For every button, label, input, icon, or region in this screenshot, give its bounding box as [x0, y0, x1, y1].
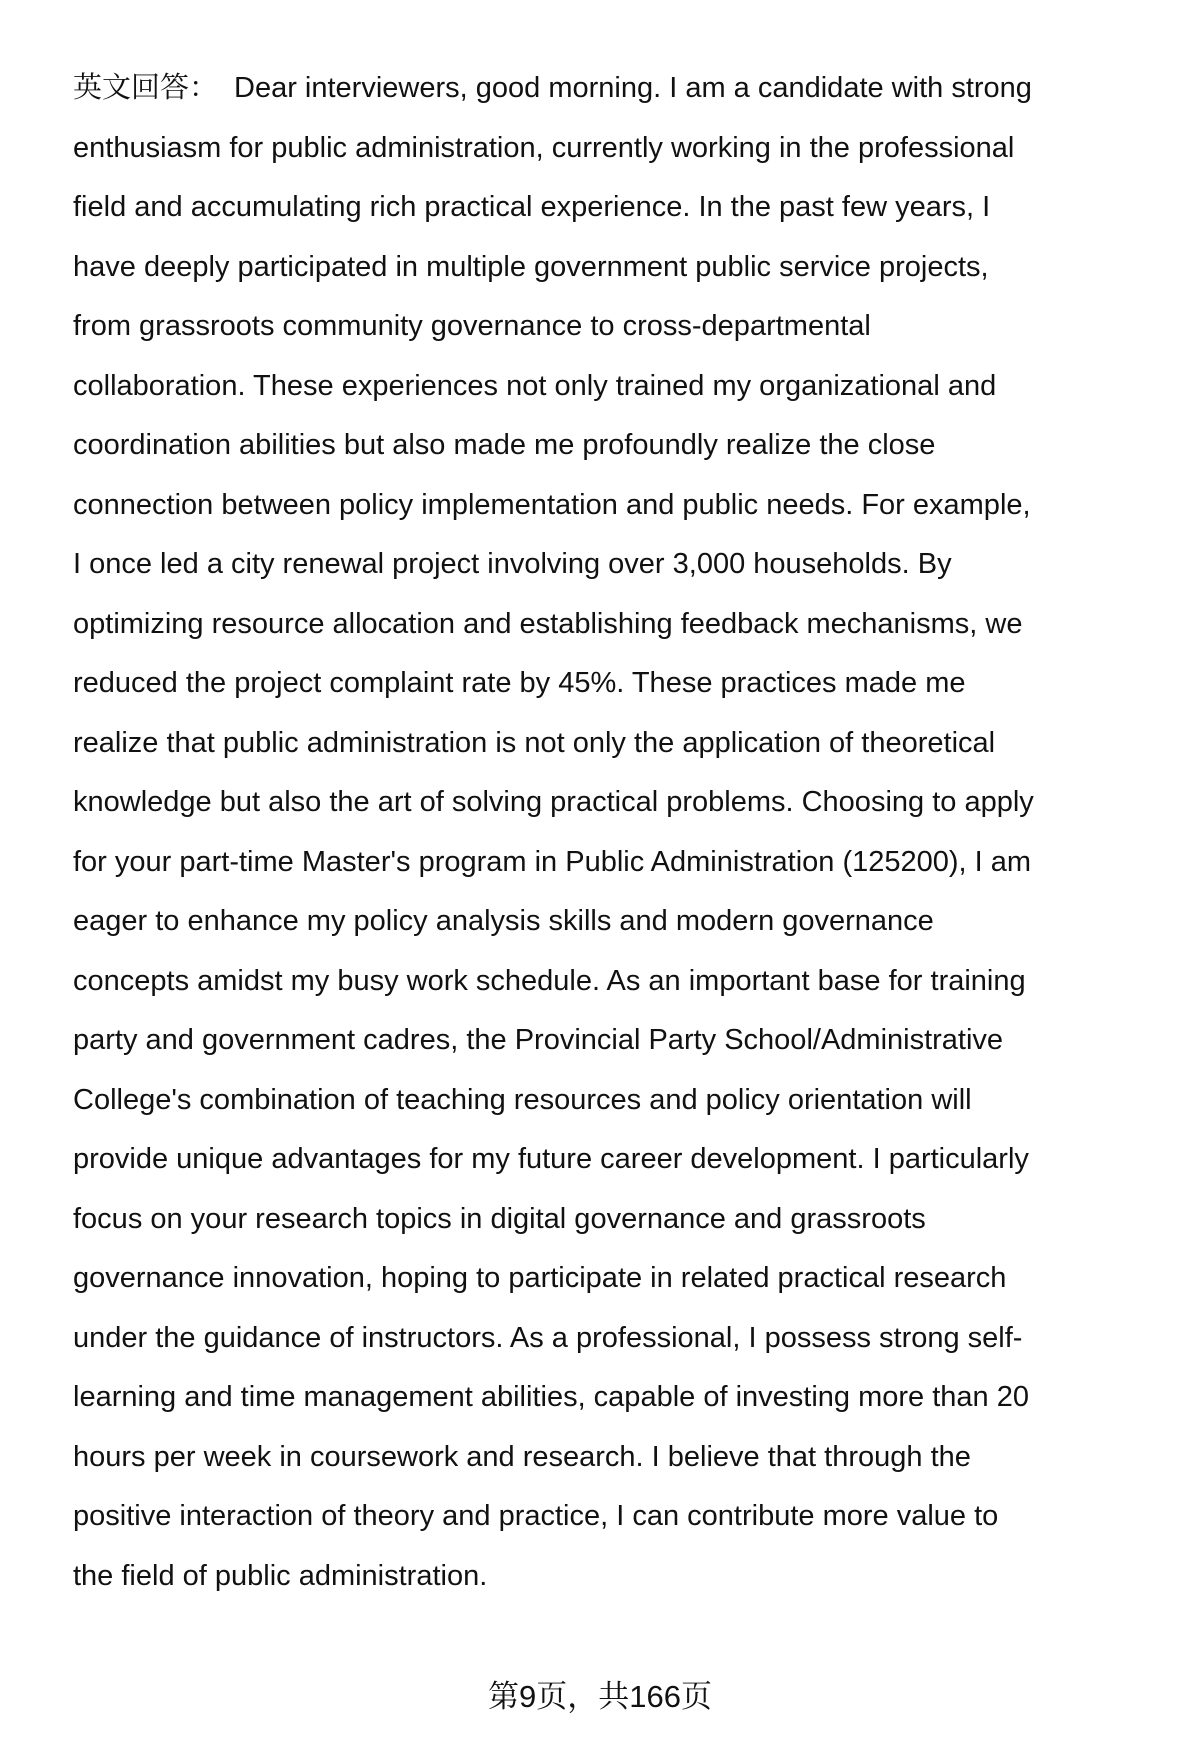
text-line: [73, 1368, 1183, 1428]
text-line: [73, 654, 1183, 714]
text-line: [73, 833, 1183, 893]
answer-label: 英文回答：: [73, 72, 219, 104]
line-text: have deeply participated in multiple government public service projects,: [73, 250, 989, 283]
text-line: [73, 1547, 1183, 1607]
line-text: party and government cadres, the Provincial Party School/Administrative: [73, 1024, 1004, 1056]
line-text: College's combination of teaching resources and policy orientation will: [73, 1083, 972, 1116]
line-text: the field of public administration.: [73, 1559, 488, 1592]
line-text: from grassroots community governance to cross-departmental: [73, 310, 871, 342]
line-text: for your part-time Master's program in Public Administration (125200), I am: [73, 845, 1032, 878]
text-line: [73, 238, 1183, 298]
text-line: [73, 1249, 1183, 1309]
line-text: optimizing resource allocation and establishing feedback mechanisms, we: [73, 607, 1023, 640]
line-text: concepts amidst my busy work schedule. As an important base for training: [73, 964, 1026, 997]
text-line: [73, 1309, 1183, 1369]
answer-body: [73, 59, 1183, 1606]
line-text: provide unique advantages for my future career development. I particularly: [73, 1143, 1029, 1175]
text-line: [73, 119, 1183, 179]
line-text: reduced the project complaint rate by 45%. These practices made me: [73, 667, 966, 699]
text-line: [73, 178, 1183, 238]
text-line: [73, 1071, 1183, 1131]
line-text: connection between policy implementation and public needs. For example,: [73, 488, 1031, 521]
line-text: realize that public administration is not only the application of theoretical: [73, 726, 996, 759]
text-line: [73, 1011, 1183, 1071]
line-text: coordination abilities but also made me profoundly realize the close: [73, 429, 936, 461]
text-line: [73, 416, 1183, 476]
line-text: Dear interviewers, good morning. I am a candidate with strong: [234, 72, 1032, 104]
text-line: [73, 1428, 1183, 1488]
text-line: [73, 535, 1183, 595]
text-line: [73, 1190, 1183, 1250]
text-line: [73, 952, 1183, 1012]
line-text: focus on your research topics in digital governance and grassroots: [73, 1202, 926, 1235]
text-line: [73, 892, 1183, 952]
text-line: [73, 595, 1183, 655]
line-text: learning and time management abilities, capable of investing more than 20: [73, 1381, 1029, 1413]
text-line: [73, 1130, 1183, 1190]
text-line: [73, 59, 1183, 119]
line-text: positive interaction of theory and practice, I can contribute more value to: [73, 1500, 999, 1532]
line-text: hours per week in coursework and research. I believe that through the: [73, 1440, 971, 1473]
text-line: [73, 357, 1183, 417]
line-text: governance innovation, hoping to participate in related practical research: [73, 1262, 1007, 1294]
page-indicator: 第9页，共166页: [488, 1679, 712, 1714]
line-text: collaboration. These experiences not only trained my organizational and: [73, 369, 997, 402]
text-line: [73, 1487, 1183, 1547]
text-line: [73, 714, 1183, 774]
line-text: I once led a city renewal project involving over 3,000 households. By: [73, 548, 952, 580]
text-line: [73, 297, 1183, 357]
line-text: eager to enhance my policy analysis skills and modern governance: [73, 905, 934, 937]
text-line: [73, 476, 1183, 536]
line-text: knowledge but also the art of solving practical problems. Choosing to apply: [73, 786, 1034, 818]
line-text: enthusiasm for public administration, currently working in the professional: [73, 131, 1015, 164]
line-text: field and accumulating rich practical experience. In the past few years, I: [73, 191, 991, 223]
text-line: [73, 773, 1183, 833]
line-text: under the guidance of instructors. As a professional, I possess strong self-: [73, 1321, 1023, 1354]
